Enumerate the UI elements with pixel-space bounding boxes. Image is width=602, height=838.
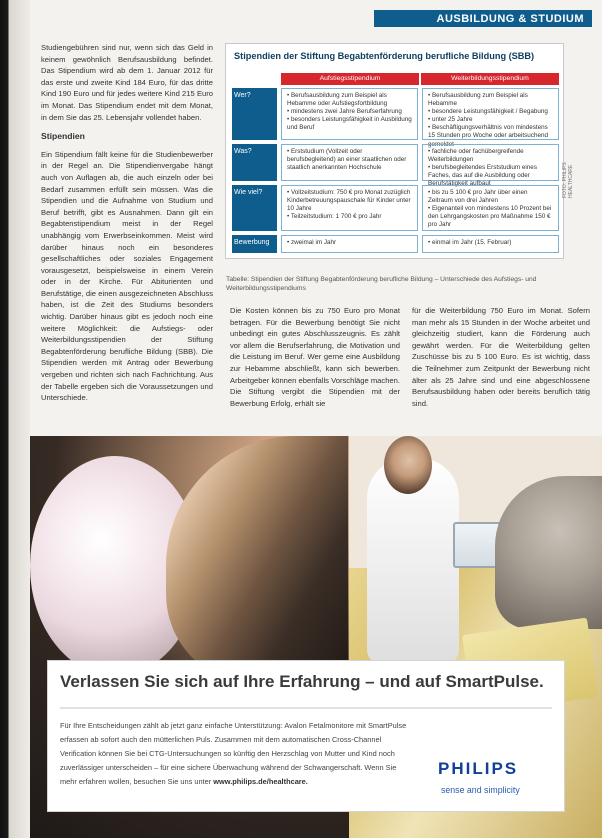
philips-tagline: sense and simplicity <box>441 785 520 795</box>
section-header <box>374 10 592 27</box>
table-header-weiterbildung: Weiterbildungsstipendium <box>421 73 559 85</box>
left-column-heading: Stipendien <box>41 131 85 142</box>
left-column-body: Ein Stipendium fällt keine für die Studienbewerber in der Regel an. Die Stipendienvergabe hängt auch von Auflagen ab, die auch einzeln oder bei Bedarf zusammen erfüllt sein müssen. Was die Stipendien und die Aufnahme von Studium und Beruf betrifft, gibt es Ausnahmen. Dann gilt ein Begabtenstipendium meist in der Regel unabhängig vom Erwerbseinkommen. Meist wird darüber hinaus noch ein besonderes gesellschaftliches oder soziales Engagement vorausgesetzt, beispielsweise in einem Verein oder in der Kirche. Für Abiturienten und Berufstätige, die einen ausgezeichneten Abschluss haben, ist die Zeit des Studiums besonders wichtig. Darüber hinaus gibt es jedoch noch eine weitere Möglichkeit: die Aufstiegs- oder Weiterbildungsstipendien der Stiftung Begabtenförderung berufliche Bildung (SBB). Die Stipendien werden mit Antrag oder Bewerbung vergeben und richten sich nach Fachrichtung. Aus der Tabelle ergeben sich die Voraussetzungen und Unterschiede. <box>41 149 213 403</box>
ad-url: www.philips.de/healthcare. <box>213 777 308 786</box>
table-cell: • fachliche oder fachübergreifende Weiterbildungen • berufsbegleitendes Erststudium eines Faches, das auf die Ausbildung oder Berufstätigkeit aufbaut <box>422 144 559 181</box>
table-cell: • einmal im Jahr (15. Februar) <box>422 235 559 253</box>
table-title: Stipendien der Stiftung Begabtenförderung berufliche Bildung (SBB) <box>234 51 535 61</box>
table-cell: • Berufsausbildung zum Beispiel als Hebamme • besondere Leistungsfähigkeit / Begabung • unter 25 Jahre • Beschäftigungsverhältnis von mindestens 15 Stunden pro Woche oder arbeitsuchend gemeldet <box>422 88 559 140</box>
doctor-head <box>384 436 432 494</box>
table-header-row <box>281 73 559 85</box>
table-cell: • bis zu 5 100 € pro Jahr über einen Zeitraum von drei Jahren • Eigenanteil von mindestens 10 Prozent bei den Lehrgangskosten pro Maßnahme 150 € pro Jahr <box>422 185 559 231</box>
table-cell: • zweimal im Jahr <box>281 235 418 253</box>
table-row <box>232 185 559 231</box>
philips-logo: PHILIPS <box>438 759 519 778</box>
middle-column-text: Die Kosten können bis zu 750 Euro pro Monat betragen. Für die Bewerbung benötigt Sie nicht unbedingt ein gutes Abschlusszeugnis. Es zählt vor allem die Berufserfahrung, die Motivation und die Leistung im Beruf. Wer gerne eine Ausbildung zur Hebamme abschließt, kann sich bewerben. Arbeitgeber können ebenfalls Vorschläge machen. Die Stiftung vergibt die Stipendien mit der Bewerbung Erfolg, erhält sie <box>230 306 400 408</box>
table-cell: • Berufsausbildung zum Beispiel als Hebamme oder Aufstiegsfortbildung • mindestens zwei Jahre Berufserfahrung • besonders Leistungsfähigkeit in Ausbildung und Beruf <box>281 88 418 140</box>
table-row <box>232 235 559 253</box>
scholarship-table <box>226 44 563 258</box>
ad-divider <box>60 707 552 709</box>
ad-body: Für Ihre Entscheidungen zählt ab jetzt ganz einfache Unterstützung: Avalon Fetalmonitore mit SmartPulse erfassen ab sofort auch den mütterlichen Puls. Zusammen mit dem automatischen Cross-Channel Verification können Sie bei CTG-Untersuchungen so künftig den Herzschlag von Mutter und Kind noch zuverlässiger unterscheiden – für eine sichere Überwachung während der Schwangerschaft. Wenn Sie mehr erfahren wollen, besuchen Sie uns unter <box>60 721 407 786</box>
table-body <box>232 88 559 257</box>
table-row <box>232 144 559 188</box>
page-gutter <box>0 0 30 838</box>
table-header-aufstieg: Aufstiegsstipendium <box>281 73 419 85</box>
table-row-label: Was? <box>232 144 277 181</box>
side-credit: FOTO: PHILIPS HEALTHCARE <box>562 162 574 198</box>
left-column-intro: Studiengebühren sind nur, wenn sich das Geld in keinem gewöhnlich Berufsausbildung befindet. Das Stipendium wird ab dem 1. Januar 2012 für das erste und zweite Kind 184 Euro, für das dritte Kind 190 Euro und für jedes weitere Kind 215 Euro im Monat. Das Stipendium endet mit dem Monat, in dem Sie das 25. Lebensjahr vollendet haben. <box>41 43 213 122</box>
right-article-column <box>412 305 590 409</box>
ad-title: Verlassen Sie sich auf Ihre Erfahrung – und auf SmartPulse. <box>60 672 544 691</box>
table-cell: • Erststudium (Vollzeit oder berufsbegleitend) an einer staatlichen oder staatlich anerkannten Hochschule <box>281 144 418 181</box>
patient-figure <box>495 476 602 629</box>
middle-article-column <box>230 305 400 409</box>
right-column-text: für die Weiterbildung 750 Euro im Monat. Sofern man mehr als 15 Stunden in der Woche arbeitet und gleichzeitig studiert, kann die Förderung auch gewährt werden. Für die Weiterbildung gelten Zuschüsse bis zu 5 100 Euro. Es ist wichtig, dass die Teilnehmer zum Zeitpunkt der Bewerbung nicht älter als 25 Jahre sind und eine abgeschlossene Berufsausbildung haben oder bereits beruflich tätig sind. <box>412 306 590 408</box>
table-caption: Tabelle: Stipendien der Stiftung Begabtenförderung berufliche Bildung – Unterschiede des Aufstiegs- und Weiterbildungsstipendiums <box>226 276 537 293</box>
mother-figure <box>166 436 348 684</box>
section-header-title: AUSBILDUNG & STUDIUM <box>436 12 584 25</box>
table-row-label: Wie viel? <box>232 185 277 231</box>
table-cell: • Vollzeitstudium: 750 € pro Monat zuzüglich Kinderbetreuungspauschale für Kinder unter 10 Jahre • Teilzeitstudium: 1 700 € pro Jahr <box>281 185 418 231</box>
table-row-label: Wer? <box>232 88 277 140</box>
table-row-label: Bewerbung <box>232 235 277 253</box>
table-row <box>232 88 559 148</box>
left-article-column <box>41 42 213 412</box>
ad-copy <box>60 719 410 789</box>
philips-advertisement <box>47 660 565 812</box>
